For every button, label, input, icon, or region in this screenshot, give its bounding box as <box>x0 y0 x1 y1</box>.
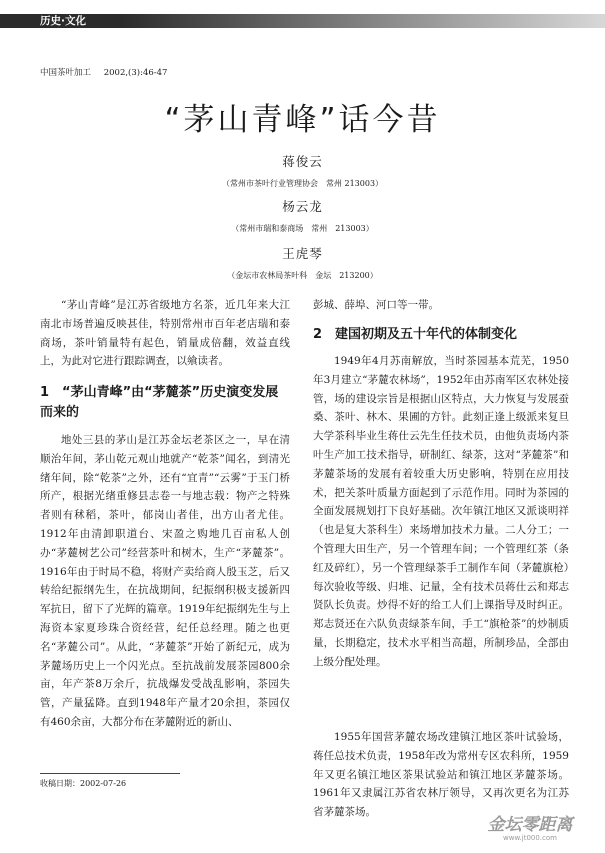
section-1-body: 地处三县的茅山是江苏金坛老茶区之一，早在清顺治年间，茅山乾元观山地就产“乾茶”闻名，到清光绪年间，除“乾茶”之外，还有“宜青”“云雾”于玉门桥所产，根据光绪重修县志卷一与地志载：物产之特殊者则有秫稻，茶叶，郁岗山者佳，出方山者尤佳。1912年由清卸职道台、宋盈之购地几百亩私人创办“茅麓树艺公司”经营茶叶和树木，生产“茅麓茶”。1916年由于时局不稳，将财产卖给商人殷玉芝，后又转给纪振纲先生，在抗战期间，纪振纲积极支援新四军抗日，留下了光辉的篇章。1919年纪振纲先生与上海资本家夏珍珠合资经营，纪任总经理。随之也更名“茅麓公司”。从此，“茅麓茶”开始了新纪元，成为茅麓场历史上一个闪光点。至抗战前发展茶园800余亩，年产茶8万余斤，抗战爆发受战乱影响，茶园失管，产量猛降。直到1948年产量才20余担，茶园仅有460余亩，大都分布在茅麓附近的新山、 <box>40 434 290 728</box>
abstract: “茅山青峰”是江苏省级地方名茶，近几年来大江南北市场普遍反映甚佳，特别常州市百年老店瑞和泰商场，茶叶销量特有起色，销量成倍翻，效益直线上，为此对它进行跟踪调查，以飨读者。 <box>40 299 290 368</box>
section-1-heading: 1 “茅山青峰”由“茅麓茶”历史演变发展而来的 <box>40 385 279 420</box>
author-2: 杨云龙 <box>282 199 323 214</box>
column-continuation: 彭城、薛埠、河口等一带。 <box>313 299 439 311</box>
journal-meta <box>40 66 177 78</box>
banner-label: 历史·文化 <box>40 15 86 27</box>
section-2-body-2: 1955年国营茅麓农场改建镇江地区茶叶试验场，蒋任总技术负责，1958年改为常州专区农科所，1959年又更名镇江地区茶果试验站和镇江地区茅麓茶场。1961年又隶属江苏省农林厅领导，又再次更名为江苏省茅麓茶场。 <box>313 731 569 819</box>
author-3: 王虎琴 <box>282 246 323 261</box>
watermark-url: www.jt000.com <box>503 834 557 842</box>
watermark-logo <box>460 810 600 844</box>
section-2-heading: 2 建国初期及五十年代的体制变化 <box>313 327 518 342</box>
banner-fade <box>120 14 605 28</box>
section-2-body: 1949年4月苏南解放，当时茶园基本荒芜，1950年3月建立“茅麓农林场”，1952年由苏南军区农林处接管，场的建设宗旨是根据山区特点，大力恢复与发展蚕桑、茶叶、林木、果圃的方针。此刻正逢上级派来复旦大学茶科毕业生蒋仕云先生任技术员，由他负责场内茶叶生产加工技术指导，研制红、绿茶，这对“茅麓茶”和茅麓茶场的发展有着较重大历史影响，特别在应用技术，把关茶叶质量方面起到了示范作用。同时为茶园的全面发展规划打下良好基础。次年镇江地区又派谈明祥（也是复大茶科生）来场增加技术力量。二人分工；一个管理大田生产，另一个管理车间；一个管理红茶（条红及碎红），另一个管理绿茶手工制作车间（茅麓旗枪）每次验收等级、归堆、记量，全有技术员蒋仕云和郑志贤队长负责。炒得不好的给工人们上课指导及时纠正。郑志贤还在六队负责绿茶车间，手工“旗枪茶”的炒制质量，长期稳定，技术水平相当高超，所制珍品，全部由上级分配处理。 <box>313 355 569 668</box>
received-date: 收稿日期：2002-07-26 <box>40 779 127 788</box>
author-1-affiliation: （常州市茶叶行业管理协会 常州 213003） <box>221 179 384 188</box>
journal-issue: 2002,(3):46-47 <box>103 68 168 78</box>
article-title: “茅山青峰”话今昔 <box>164 102 441 138</box>
author-1: 蒋俊云 <box>282 154 323 169</box>
section-banner <box>0 14 605 28</box>
footnote-rule <box>40 773 180 774</box>
author-2-affiliation: （常州市瑞和泰商场 常州 213003） <box>231 224 374 233</box>
author-3-affiliation: （金坛市农林局茶叶科 金坛 213200） <box>227 271 378 280</box>
watermark-name: 金坛零距离 <box>487 815 573 835</box>
journal-name: 中国茶叶加工 <box>40 68 92 78</box>
